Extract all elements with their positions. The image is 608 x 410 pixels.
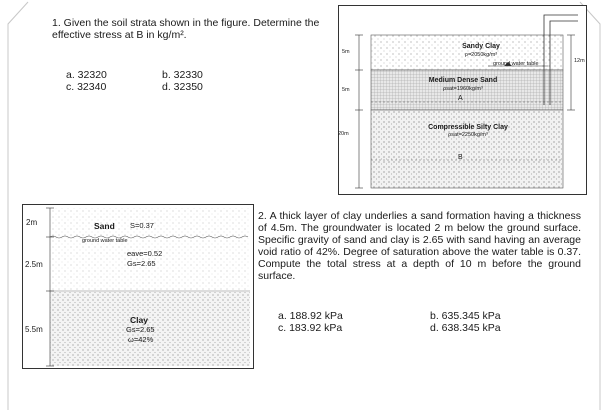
sand-specific-gravity: Gs=2.65 (127, 259, 156, 268)
layer2-thickness: 5m (342, 87, 350, 93)
layer3-thickness: 20m (338, 131, 349, 137)
question-2-text: 2. A thick layer of clay underlies a sand formation having a thickness of 4.5m. The groundwater is located 2 m below the ground surface. Specific gravity of sand and clay is 2.65 with sand having an average void ratio of 42%. Degree of saturation above the water table is 0.37. Compute the total stress at a depth of 10 m before the ground surface. (258, 210, 581, 282)
total-height-label: 12m (574, 58, 585, 64)
layer2-name: Medium Dense Sand (428, 77, 498, 84)
sand-saturation: S=0.37 (130, 221, 154, 230)
q2-option-b: b. 635.345 kPa (430, 310, 501, 322)
dim-2m: 2m (26, 218, 38, 227)
q2-option-a: a. 188.92 kPa (278, 310, 343, 322)
layer1-thickness: 5m (342, 49, 350, 55)
clay-water-content: ω=42% (128, 335, 154, 344)
sand-label: Sand (94, 221, 115, 231)
layer1-name: Sandy Clay (462, 43, 500, 50)
point-a-label: A (458, 95, 463, 102)
question-1-text: 1. Given the soil strata shown in the figure. Determine the effective stress at B in kg/m². (52, 17, 320, 41)
fig2-water-table-label: ground water table (82, 238, 128, 244)
layer2-density: ρsat=1960kg/m³ (443, 86, 483, 92)
dim-2-5m: 2.5m (25, 260, 43, 269)
q1-option-d: d. 32350 (162, 81, 203, 93)
q1-option-c: c. 32340 (66, 81, 107, 93)
layer3-name: Compressible Silty Clay (428, 124, 508, 131)
q2-option-c: c. 183.92 kPa (278, 322, 343, 334)
point-b-label: B (458, 154, 463, 161)
sand-void-ratio: eave=0.52 (127, 249, 163, 258)
q2-option-d: d. 638.345 kPa (430, 322, 501, 334)
q1-option-b: b. 32330 (162, 69, 203, 81)
soil-profile-figure-2 (22, 204, 254, 369)
layer1-density: ρ=2050kg/m³ (464, 52, 498, 58)
clay-specific-gravity: Gs=2.65 (126, 325, 155, 334)
layer3-density: ρsat=2250kg/m³ (448, 132, 488, 138)
q1-option-a: a. 32320 (66, 69, 107, 81)
water-table-label: ground water table (493, 61, 539, 67)
clay-label: Clay (130, 315, 148, 325)
dim-5-5m: 5.5m (25, 325, 43, 334)
soil-strata-figure-1 (338, 5, 587, 195)
